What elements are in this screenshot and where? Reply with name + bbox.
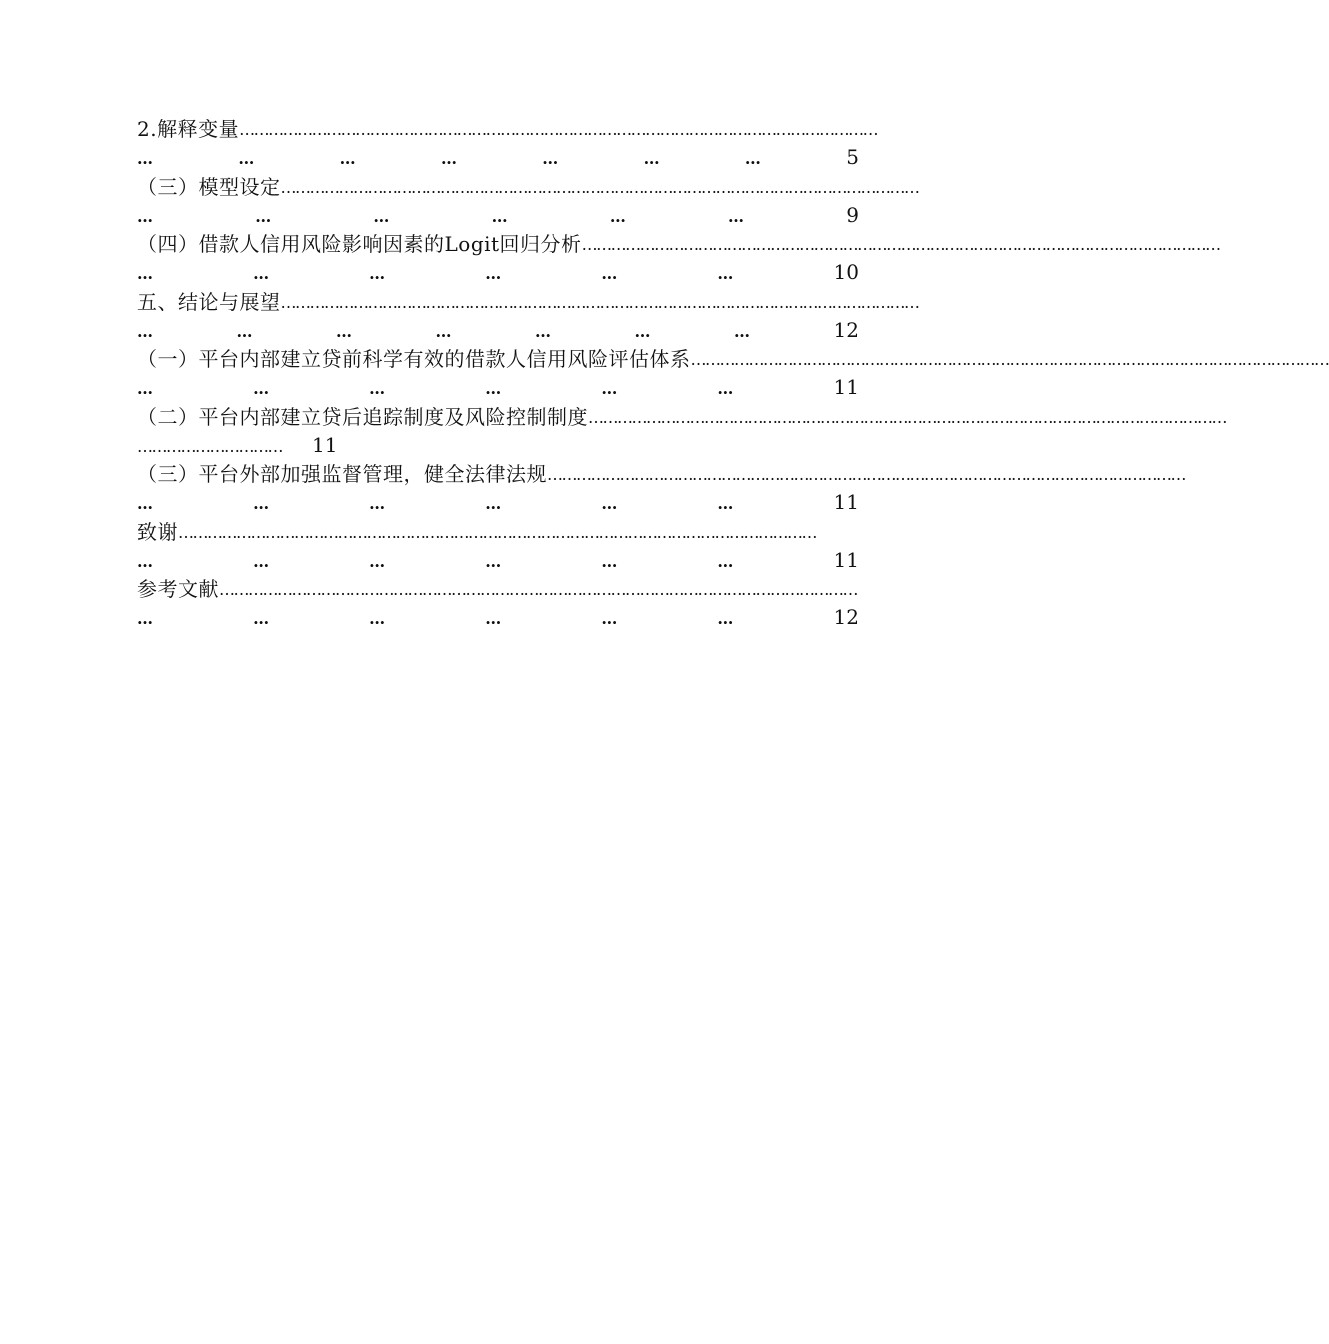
toc-entry[interactable]	[137, 170, 919, 228]
dot-leader-segment: …	[236, 321, 252, 341]
toc-entry-title-line	[137, 342, 1329, 372]
dot-leader-segment: …	[137, 264, 152, 283]
dot-leader: ……………………………………………………………………………………………………………………	[690, 350, 1329, 369]
dot-leader-segment: …	[253, 551, 269, 571]
toc-entry-page-line	[137, 315, 859, 341]
toc-entry-title-line	[137, 515, 859, 545]
dot-leader-segment: …	[717, 551, 733, 571]
dot-leader-segment: …	[369, 609, 385, 628]
toc-entry-title-line	[137, 170, 919, 200]
toc-entry-page-line	[137, 430, 859, 456]
dot-leader-segment: …	[634, 321, 650, 341]
dot-leader-segment: …	[435, 321, 451, 341]
dot-leader: …………………………	[137, 436, 282, 456]
toc-entry-page-line	[137, 257, 859, 283]
dot-leader-segment: …	[491, 206, 507, 226]
toc-entry-title-line	[137, 227, 1220, 257]
toc-entry[interactable]	[137, 285, 919, 343]
dot-leader: ……………………………………………………………………………………………………………………	[280, 177, 919, 197]
dot-leader-segment: …	[336, 321, 351, 341]
dot-leader-segment: …	[535, 321, 550, 341]
toc-entry-title-line	[137, 572, 859, 602]
toc-entry-page-number: 11	[833, 490, 859, 514]
dot-leader-segment: …	[542, 149, 558, 168]
dot-leader-segment: …	[339, 149, 355, 168]
dot-leader-segment: …	[485, 264, 501, 283]
dot-leader-segment: …	[609, 206, 625, 226]
dot-leader: ……………………………………………………………………………………………………………………	[219, 580, 857, 599]
toc-entry-title: 参考文献	[137, 577, 219, 601]
toc-entry-page-number: 10	[833, 260, 859, 284]
dot-leader-segment: …	[440, 149, 456, 168]
dot-leader-segment: …	[485, 609, 501, 628]
dot-leader-segment: …	[601, 264, 617, 283]
dot-leader-segment: …	[137, 321, 152, 341]
dot-leader-segment: …	[485, 551, 501, 571]
dot-leader-segment: …	[744, 149, 760, 168]
table-of-contents	[137, 112, 1329, 630]
toc-entry-page-number: 5	[846, 145, 859, 169]
dot-leader: ……………………………………………………………………………………………………………………	[547, 465, 1185, 484]
dot-leader-segment: …	[253, 379, 269, 398]
toc-entry-page-line	[137, 545, 859, 571]
dot-leader-segment: …	[369, 379, 385, 398]
toc-entry-page-number: 11	[312, 432, 338, 457]
dot-leader-segment: …	[734, 321, 749, 341]
dot-leader-segment: …	[601, 494, 617, 513]
toc-entry-page-number: 12	[833, 317, 859, 342]
toc-entry[interactable]	[137, 400, 1226, 458]
toc-entry-title: （三）模型设定	[137, 174, 281, 199]
dot-leader-segment: …	[137, 379, 152, 398]
dot-leader: ……………………………………………………………………………………………………………………	[178, 522, 816, 542]
toc-entry-title: （二）平台内部建立贷后追踪制度及风险控制制度	[137, 404, 588, 429]
toc-entry-title: 五、结论与展望	[137, 289, 281, 314]
dot-leader-segment: …	[717, 264, 733, 283]
toc-entry-page-number: 11	[833, 375, 859, 399]
dot-leader-segment: …	[253, 264, 269, 283]
toc-entry[interactable]	[137, 515, 859, 573]
toc-entry[interactable]	[137, 572, 859, 630]
toc-entry[interactable]	[137, 227, 1220, 285]
dot-leader-segment: …	[717, 379, 733, 398]
dot-leader-segment: …	[485, 494, 501, 513]
toc-entry-page-line	[137, 372, 859, 398]
toc-entry-title: （三）平台外部加强监督管理，健全法律法规	[137, 462, 547, 486]
dot-leader: ……………………………………………………………………………………………………………………	[239, 120, 878, 139]
toc-entry-page-line	[137, 487, 859, 513]
toc-entry-page-line	[137, 142, 859, 168]
toc-entry-page-number: 12	[833, 605, 859, 629]
dot-leader-segment: …	[253, 609, 269, 628]
toc-entry-page-line	[137, 200, 859, 226]
dot-leader: ……………………………………………………………………………………………………………………	[280, 292, 919, 312]
toc-entry-title-line	[137, 400, 1226, 430]
toc-entry-title-line	[137, 285, 919, 315]
dot-leader-segment: …	[728, 206, 744, 226]
toc-entry-title: （四）借款人信用风险影响因素的Logit回归分析	[137, 232, 582, 256]
toc-entry-title-line	[137, 112, 878, 142]
toc-entry[interactable]	[137, 457, 1185, 515]
dot-leader-segment: …	[373, 206, 389, 226]
dot-leader-segment: …	[137, 609, 152, 628]
dot-leader-segment: …	[137, 551, 152, 571]
toc-entry-title-line	[137, 457, 1185, 487]
dot-leader-segment: …	[601, 551, 617, 571]
toc-entry-page-number: 9	[846, 202, 859, 227]
toc-entry-page-number: 11	[833, 547, 859, 572]
dot-leader-segment: …	[485, 379, 501, 398]
dot-leader: ……………………………………………………………………………………………………………………	[588, 407, 1226, 427]
toc-entry[interactable]	[137, 112, 878, 170]
dot-leader-segment: …	[137, 149, 152, 168]
dot-leader-segment: …	[137, 206, 152, 226]
dot-leader-segment: …	[643, 149, 659, 168]
toc-entry-title: 2.解释变量	[137, 117, 240, 141]
toc-entry[interactable]	[137, 342, 1329, 400]
dot-leader-segment: …	[601, 379, 617, 398]
toc-entry-page-line	[137, 602, 859, 628]
dot-leader-segment: …	[717, 609, 733, 628]
dot-leader-segment: …	[369, 551, 385, 571]
dot-leader-segment: …	[238, 149, 254, 168]
dot-leader-segment: …	[253, 494, 269, 513]
dot-leader-segment: …	[137, 494, 152, 513]
toc-entry-title: 致谢	[137, 519, 178, 544]
dot-leader-segment: …	[601, 609, 617, 628]
toc-entry-title: （一）平台内部建立贷前科学有效的借款人信用风险评估体系	[137, 347, 691, 371]
dot-leader-segment: …	[255, 206, 271, 226]
dot-leader-segment: …	[717, 494, 733, 513]
dot-leader-segment: …	[369, 494, 385, 513]
dot-leader: ……………………………………………………………………………………………………………………	[581, 235, 1220, 254]
dot-leader-segment: …	[369, 264, 385, 283]
